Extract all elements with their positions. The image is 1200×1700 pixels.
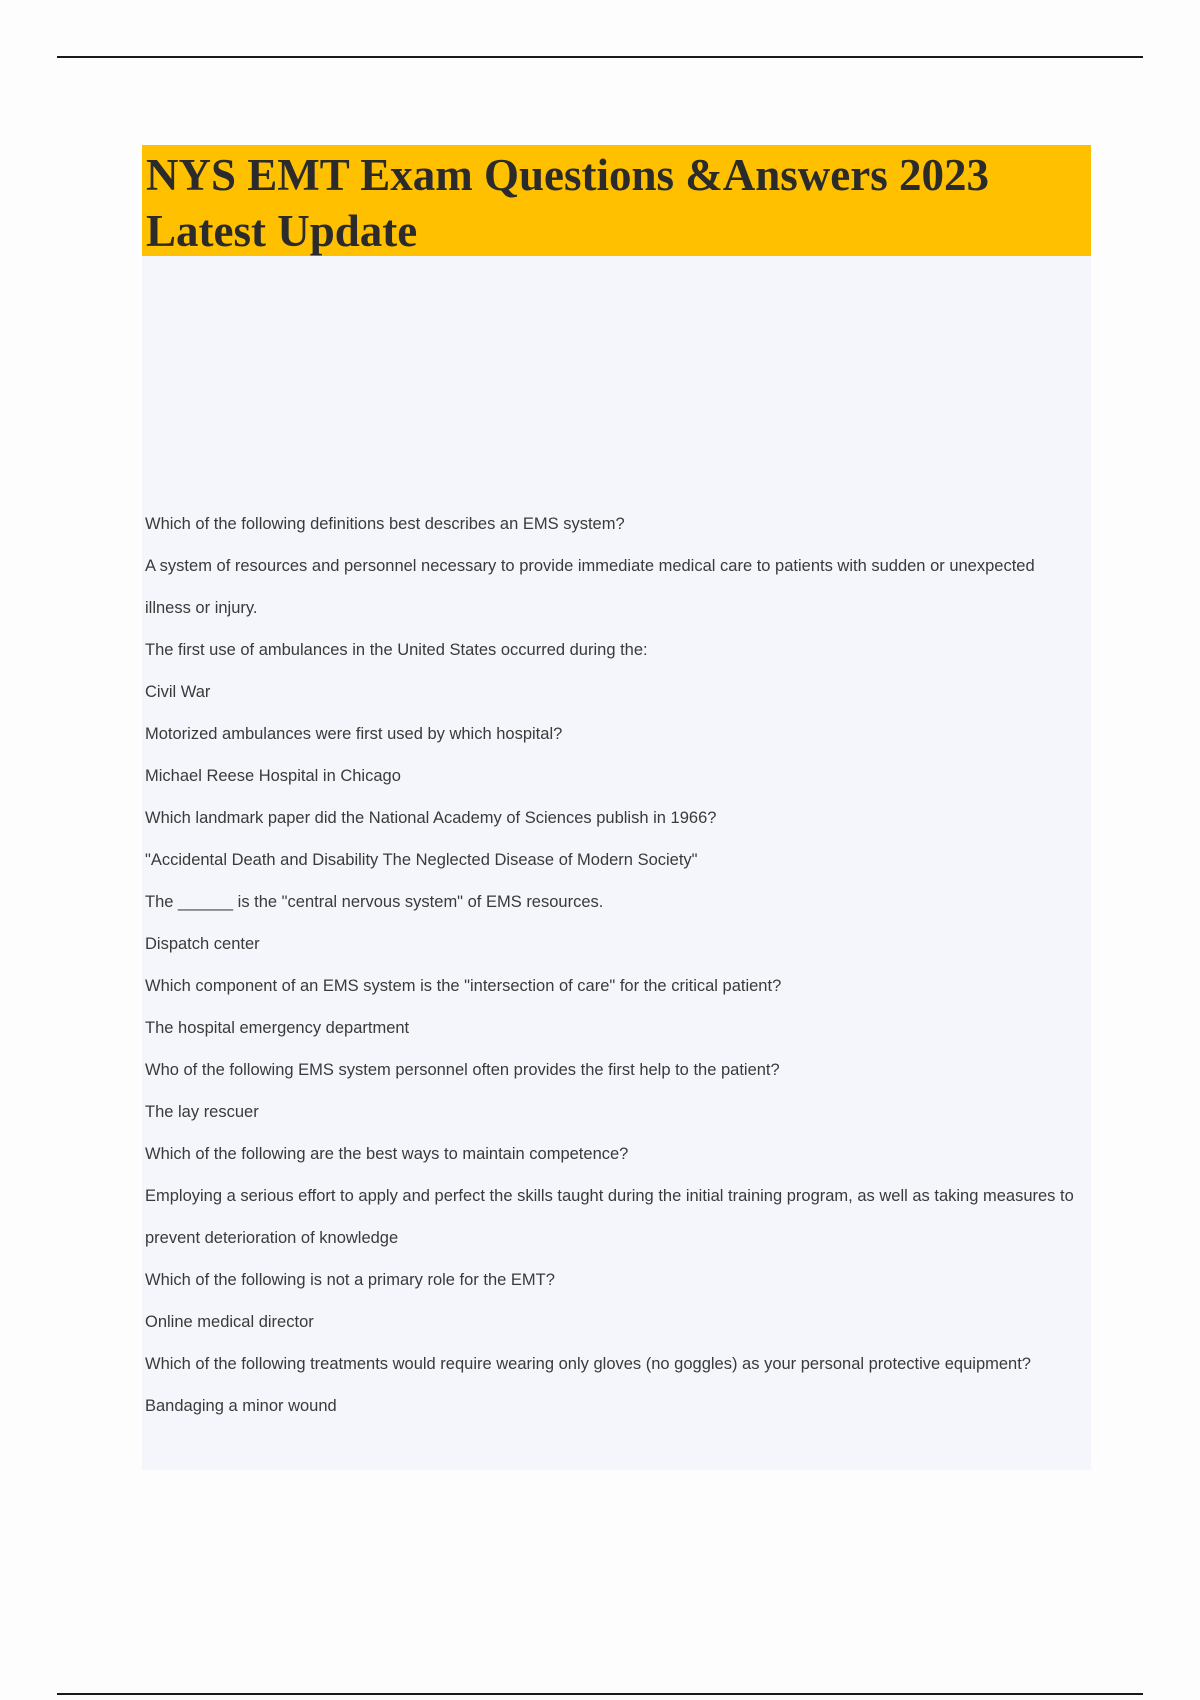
question-text: Which of the following are the best ways to maintain competence?: [145, 1145, 629, 1163]
top-rule: [57, 56, 1143, 58]
question-text: Which of the following is not a primary role for the EMT?: [145, 1271, 555, 1289]
question-text: Which landmark paper did the National Academy of Sciences publish in 1966?: [145, 809, 717, 827]
answer-text: "Accidental Death and Disability The Neglected Disease of Modern Society": [145, 851, 698, 869]
qa-list: [145, 503, 1081, 1427]
answer-text: Online medical director: [145, 1313, 314, 1331]
answer-text: Dispatch center: [145, 935, 260, 953]
answer-text: Bandaging a minor wound: [145, 1397, 337, 1415]
title-banner: [142, 145, 1091, 256]
question-text: Which of the following treatments would require wearing only gloves (no goggles) as your personal protective equipment?: [145, 1355, 1031, 1373]
answer-text: Employing a serious effort to apply and perfect the skills taught during the initial training program, as well as taking measures to prevent deterioration of knowledge: [145, 1187, 1074, 1247]
answer-text: A system of resources and personnel necessary to provide immediate medical care to patients with sudden or unexpected illness or injury.: [145, 557, 1035, 617]
answer-text: The lay rescuer: [145, 1103, 259, 1121]
question-text: Which of the following definitions best describes an EMS system?: [145, 515, 625, 533]
question-text: The ______ is the "central nervous system" of EMS resources.: [145, 893, 604, 911]
document-title: NYS EMT Exam Questions &Answers 2023 Latest Update: [146, 150, 989, 256]
question-text: Who of the following EMS system personnel often provides the first help to the patient?: [145, 1061, 780, 1079]
document-page: [142, 145, 1091, 1470]
bottom-rule: [57, 1693, 1143, 1695]
answer-text: Civil War: [145, 683, 211, 701]
answer-text: Michael Reese Hospital in Chicago: [145, 767, 401, 785]
question-text: Which component of an EMS system is the "intersection of care" for the critical patient?: [145, 977, 782, 995]
answer-text: The hospital emergency department: [145, 1019, 410, 1037]
question-text: Motorized ambulances were first used by which hospital?: [145, 725, 563, 743]
question-text: The first use of ambulances in the United States occurred during the:: [145, 641, 648, 659]
